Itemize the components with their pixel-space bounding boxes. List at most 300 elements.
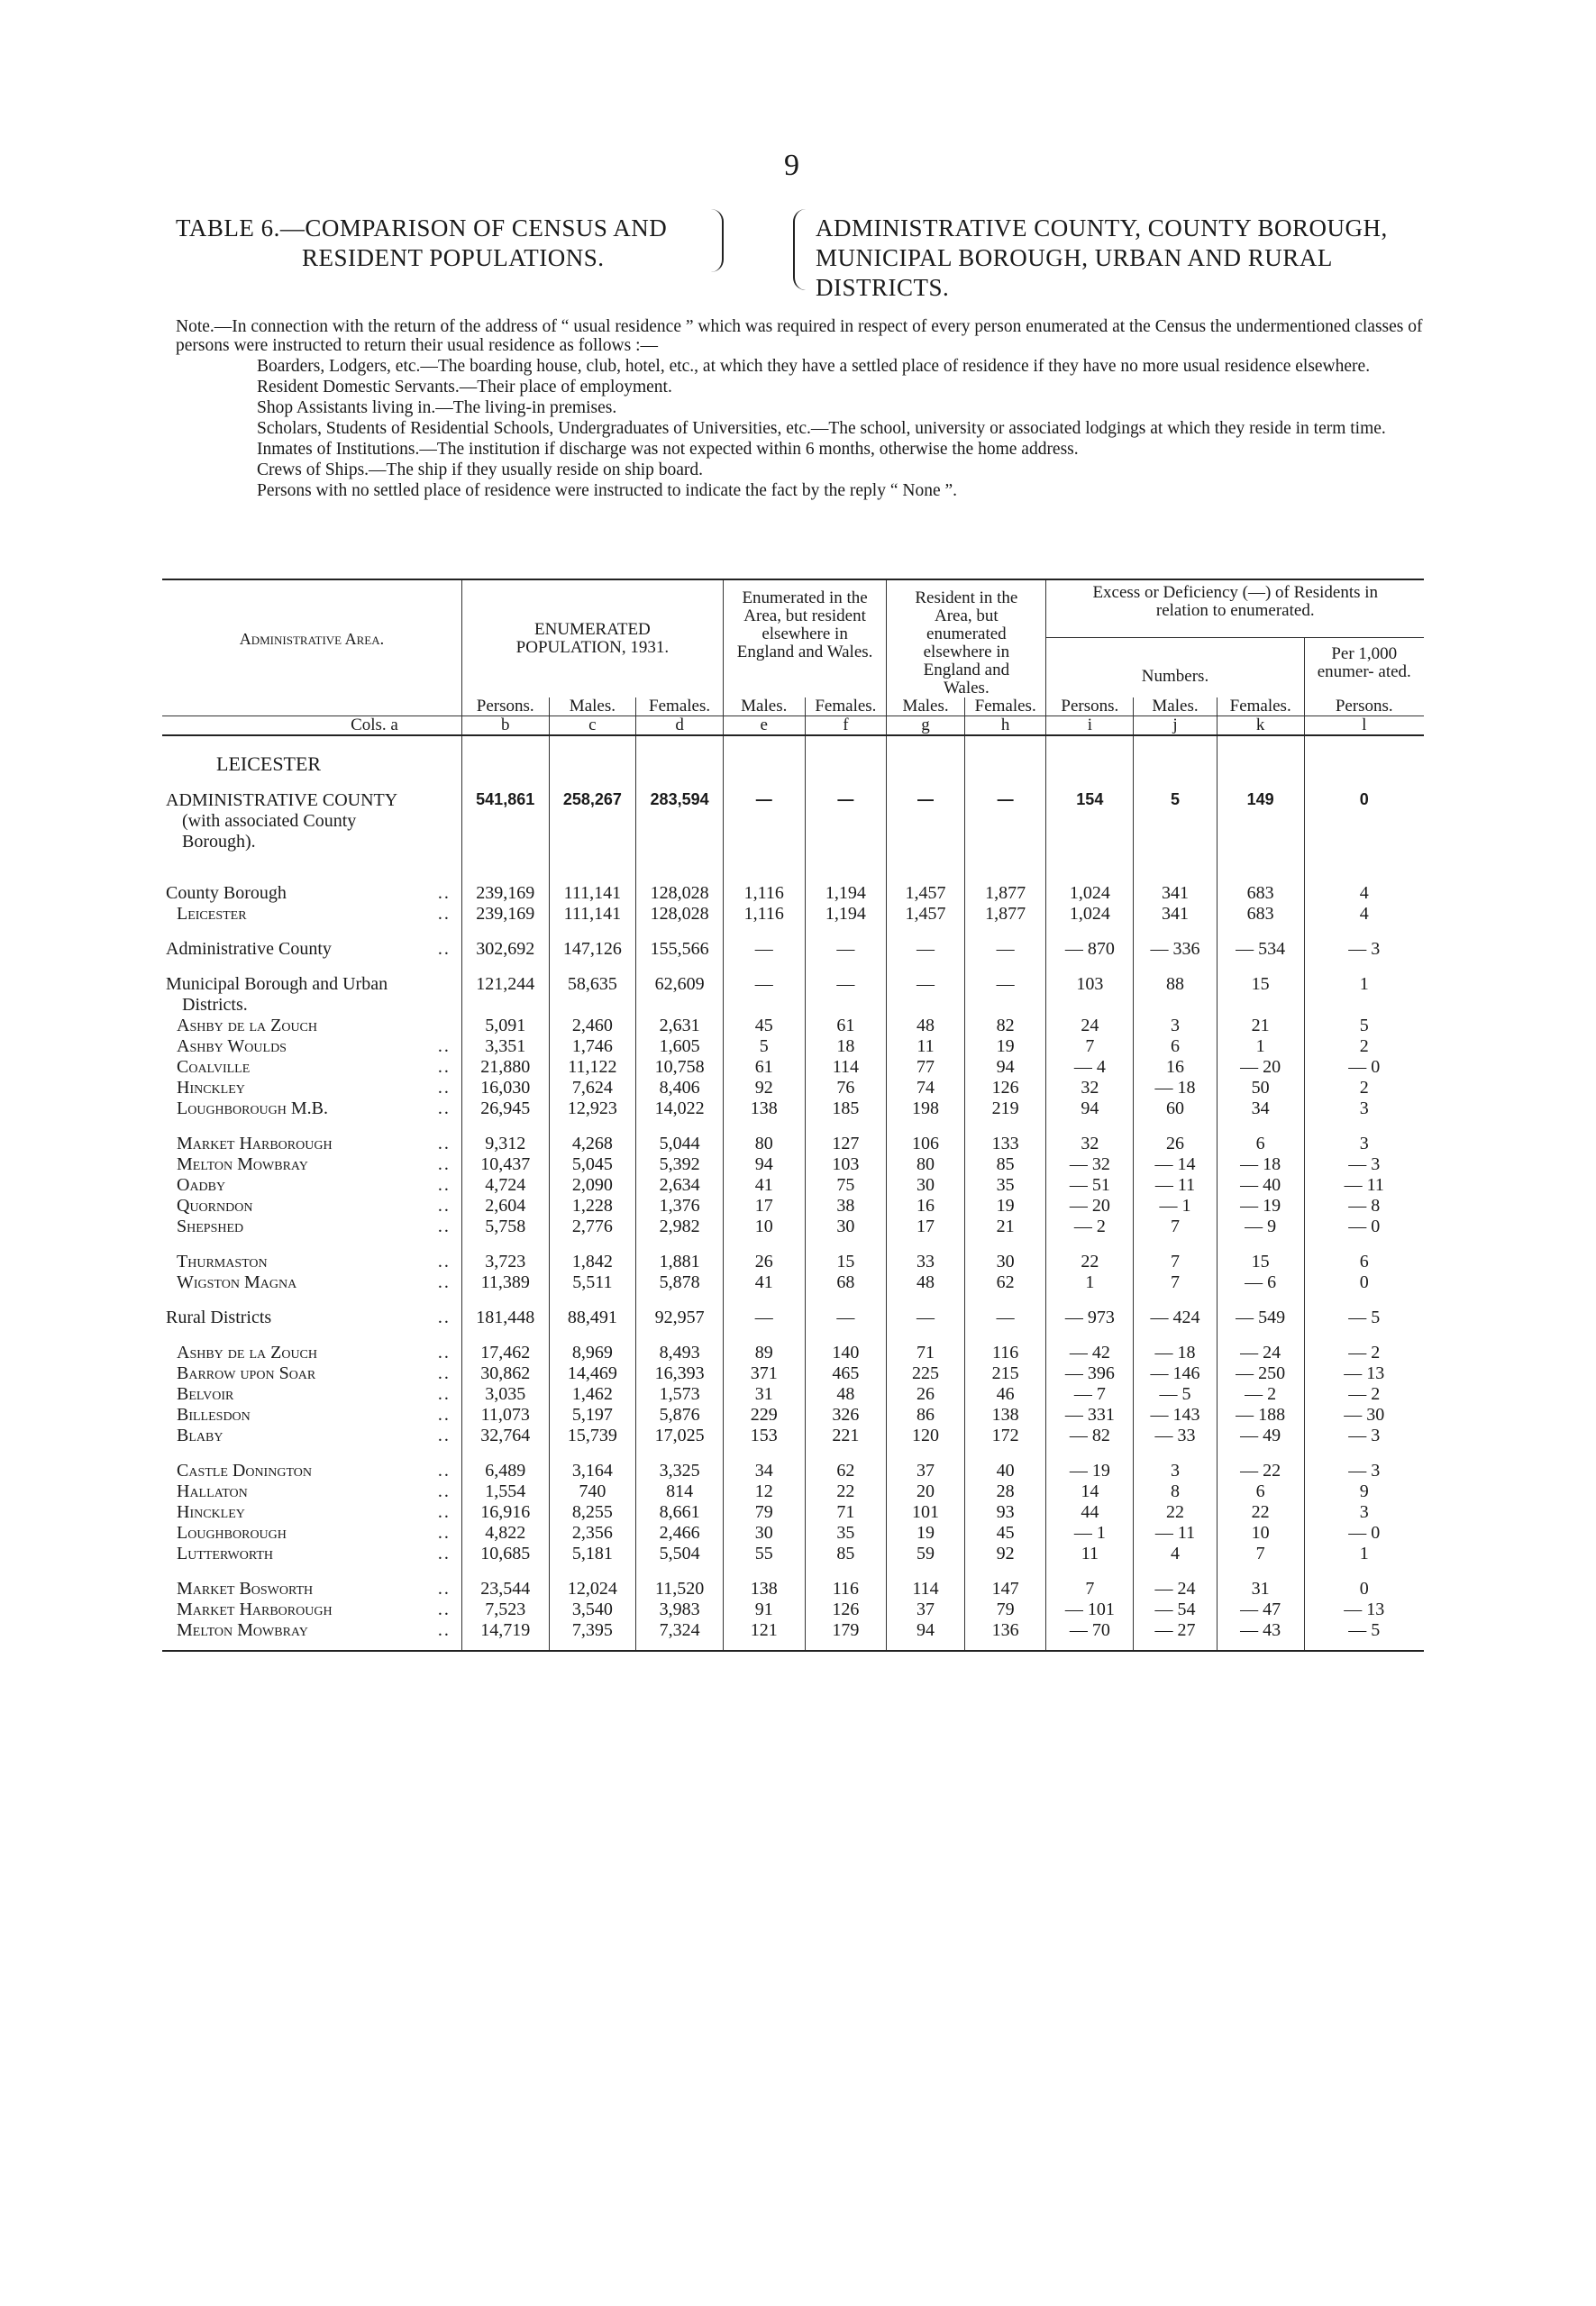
cell-c: 5,181: [549, 1544, 636, 1564]
cell-i: 32: [1046, 1134, 1134, 1154]
leader-dots: ..: [437, 1461, 451, 1481]
cell-l: 9: [1304, 1481, 1424, 1502]
census-table: [162, 579, 1424, 1652]
cell-d: 2,634: [636, 1175, 724, 1196]
leader-dots: ..: [437, 1154, 451, 1174]
cell-e: —: [723, 790, 805, 852]
row-area-name: [162, 904, 461, 925]
cell-f: 185: [805, 1098, 887, 1119]
cell-j: 7: [1134, 1217, 1218, 1237]
cell-b: 239,169: [461, 904, 549, 925]
cell-j: 8: [1134, 1481, 1218, 1502]
cell-d: 8,406: [636, 1078, 724, 1098]
cell-e: 1,116: [723, 904, 805, 925]
header-numbers: Numbers.: [1046, 638, 1304, 697]
table-row: [162, 1057, 1424, 1078]
cell-h: 116: [964, 1343, 1046, 1363]
cell-g: 106: [887, 1134, 965, 1154]
cell-b: 21,880: [461, 1057, 549, 1078]
cell-c: 58,635: [549, 974, 636, 1016]
cell-g: 114: [887, 1579, 965, 1600]
cell-c: 11,122: [549, 1057, 636, 1078]
cell-j: — 18: [1134, 1078, 1218, 1098]
leader-dots: ..: [437, 939, 451, 959]
area-name-cont: (with associated County: [182, 811, 357, 831]
header-males: Males.: [1134, 697, 1218, 716]
cell-l: — 3: [1304, 1461, 1424, 1481]
area-name: Shepshed: [177, 1217, 244, 1236]
notes: [176, 317, 1437, 500]
cell-g: 198: [887, 1098, 965, 1119]
leader-dots: ..: [437, 1502, 451, 1522]
cell-k: 15: [1217, 1252, 1304, 1272]
cell-h: 126: [964, 1078, 1046, 1098]
cell-h: 28: [964, 1481, 1046, 1502]
cell-l: 0: [1304, 1272, 1424, 1293]
leader-dots: ..: [437, 1134, 451, 1153]
row-area-name: [162, 1544, 461, 1564]
row-area-name: [162, 1175, 461, 1196]
col-letter: h: [964, 716, 1046, 736]
cell-d: 1,881: [636, 1252, 724, 1272]
header-area: Administrative Area.: [162, 579, 461, 697]
cell-g: 30: [887, 1175, 965, 1196]
cell-c: 740: [549, 1481, 636, 1502]
cell-d: 3,983: [636, 1600, 724, 1620]
table-row: [162, 1175, 1424, 1196]
cell-h: 92: [964, 1544, 1046, 1564]
cell-e: 17: [723, 1196, 805, 1217]
cell-c: 2,090: [549, 1175, 636, 1196]
cell-g: 48: [887, 1016, 965, 1036]
leader-dots: ..: [437, 1272, 451, 1292]
cell-i: 32: [1046, 1078, 1134, 1098]
cell-d: 92,957: [636, 1308, 724, 1328]
cell-j: — 1: [1134, 1196, 1218, 1217]
cell-j: 6: [1134, 1036, 1218, 1057]
cell-l: — 8: [1304, 1196, 1424, 1217]
table-row: [162, 1078, 1424, 1098]
table-row: [162, 1544, 1424, 1564]
table-title-line2: RESIDENT POPULATIONS.: [302, 244, 605, 271]
cell-h: 62: [964, 1272, 1046, 1293]
cell-i: — 42: [1046, 1343, 1134, 1363]
cell-d: 5,876: [636, 1405, 724, 1426]
cell-c: 3,540: [549, 1600, 636, 1620]
cell-d: 283,594: [636, 790, 724, 852]
cell-f: 76: [805, 1078, 887, 1098]
cell-d: 17,025: [636, 1426, 724, 1446]
cell-f: 103: [805, 1154, 887, 1175]
area-name: Lutterworth: [177, 1544, 274, 1563]
cell-c: 14,469: [549, 1363, 636, 1384]
cell-l: — 11: [1304, 1175, 1424, 1196]
col-letter: c: [549, 716, 636, 736]
cell-h: 79: [964, 1600, 1046, 1620]
area-name: Wigston Magna: [177, 1272, 297, 1292]
cell-b: 30,862: [461, 1363, 549, 1384]
cell-j: 88: [1134, 974, 1218, 1016]
cell-i: — 70: [1046, 1620, 1134, 1641]
cell-c: 111,141: [549, 883, 636, 904]
table-row: [162, 790, 1424, 852]
cell-b: 11,389: [461, 1272, 549, 1293]
cell-h: 82: [964, 1016, 1046, 1036]
cell-k: — 40: [1217, 1175, 1304, 1196]
header-males: Males.: [723, 697, 805, 716]
cell-k: 31: [1217, 1579, 1304, 1600]
note-item: Boarders, Lodgers, etc.—The boarding house, club, hotel, etc., at which they have a settled place of residence if they have no more usual residence elsewhere.: [257, 357, 1371, 376]
header-persons: Persons.: [1046, 697, 1134, 716]
cell-i: — 82: [1046, 1426, 1134, 1446]
cell-f: —: [805, 790, 887, 852]
cell-h: 19: [964, 1036, 1046, 1057]
cell-b: 7,523: [461, 1600, 549, 1620]
cell-c: 7,624: [549, 1078, 636, 1098]
cell-b: 541,861: [461, 790, 549, 852]
header-resident-not-enum: Resident in the Area, but enumerated elsewhere in England and Wales.: [887, 579, 1046, 697]
cell-h: 172: [964, 1426, 1046, 1446]
cell-l: — 2: [1304, 1384, 1424, 1405]
cell-h: —: [964, 790, 1046, 852]
table-row: [162, 1481, 1424, 1502]
row-area-name: [162, 1426, 461, 1446]
cell-k: — 49: [1217, 1426, 1304, 1446]
header-enum-not-resident: Enumerated in the Area, but resident elsewhere in England and Wales.: [723, 579, 886, 697]
cell-c: 8,969: [549, 1343, 636, 1363]
cell-g: 94: [887, 1620, 965, 1641]
area-name: Loughborough M.B.: [177, 1098, 329, 1118]
cell-e: 80: [723, 1134, 805, 1154]
cell-l: 3: [1304, 1098, 1424, 1119]
cell-i: 11: [1046, 1544, 1134, 1564]
cell-h: 30: [964, 1252, 1046, 1272]
header-enumerated: ENUMERATED POPULATION, 1931.: [461, 579, 723, 697]
cell-j: — 143: [1134, 1405, 1218, 1426]
cell-j: — 424: [1134, 1308, 1218, 1328]
cell-g: 71: [887, 1343, 965, 1363]
cell-e: 41: [723, 1272, 805, 1293]
cell-e: 121: [723, 1620, 805, 1641]
leader-dots: ..: [437, 1217, 451, 1236]
table-row: [162, 1502, 1424, 1523]
cell-g: 48: [887, 1272, 965, 1293]
cell-k: — 47: [1217, 1600, 1304, 1620]
cell-c: 12,024: [549, 1579, 636, 1600]
cell-j: — 33: [1134, 1426, 1218, 1446]
note-intro: Note.—In connection with the return of the address of “ usual residence ” which was required in respect of every person enumerated at the Census the undermentioned classes of persons were instructed to return their usual residence as follows :—: [176, 317, 1423, 355]
cell-i: 154: [1046, 790, 1134, 852]
cell-f: 326: [805, 1405, 887, 1426]
cell-b: 5,091: [461, 1016, 549, 1036]
cell-i: — 2: [1046, 1217, 1134, 1237]
cell-g: 77: [887, 1057, 965, 1078]
cell-l: 4: [1304, 904, 1424, 925]
row-area-name: [162, 1016, 461, 1036]
table-row: [162, 904, 1424, 925]
cell-f: 116: [805, 1579, 887, 1600]
cell-c: 3,164: [549, 1461, 636, 1481]
area-name: Loughborough: [177, 1523, 287, 1543]
cell-d: 8,661: [636, 1502, 724, 1523]
cell-i: 94: [1046, 1098, 1134, 1119]
cell-b: 181,448: [461, 1308, 549, 1328]
col-letter: l: [1304, 716, 1424, 736]
cell-k: 683: [1217, 883, 1304, 904]
cell-l: 2: [1304, 1036, 1424, 1057]
cell-h: 219: [964, 1098, 1046, 1119]
cell-j: 16: [1134, 1057, 1218, 1078]
cell-f: 35: [805, 1523, 887, 1544]
cell-c: 2,460: [549, 1016, 636, 1036]
cell-e: 34: [723, 1461, 805, 1481]
cell-g: 225: [887, 1363, 965, 1384]
cell-h: —: [964, 1308, 1046, 1328]
table-row: [162, 1523, 1424, 1544]
table-title: [176, 214, 667, 273]
row-area-name: [162, 1343, 461, 1363]
leader-dots: ..: [437, 1057, 451, 1077]
cell-g: —: [887, 974, 965, 1016]
cell-i: 1,024: [1046, 883, 1134, 904]
cell-j: 22: [1134, 1502, 1218, 1523]
cell-f: 62: [805, 1461, 887, 1481]
cell-k: — 24: [1217, 1343, 1304, 1363]
cell-d: 3,325: [636, 1461, 724, 1481]
header-males: Males.: [549, 697, 636, 716]
cell-l: — 3: [1304, 939, 1424, 960]
area-name: Barrow upon Soar: [177, 1363, 316, 1383]
row-area-name: [162, 1502, 461, 1523]
cell-b: 16,030: [461, 1078, 549, 1098]
cell-h: 21: [964, 1217, 1046, 1237]
leader-dots: ..: [437, 1078, 451, 1098]
cell-k: — 2: [1217, 1384, 1304, 1405]
cell-l: — 13: [1304, 1600, 1424, 1620]
cell-b: 14,719: [461, 1620, 549, 1641]
cell-f: 114: [805, 1057, 887, 1078]
header-females: Females.: [1217, 697, 1304, 716]
table-row: [162, 1426, 1424, 1446]
leader-dots: ..: [437, 1196, 451, 1216]
cell-g: 37: [887, 1461, 965, 1481]
cell-b: 11,073: [461, 1405, 549, 1426]
cell-f: 1,194: [805, 883, 887, 904]
cell-h: 133: [964, 1134, 1046, 1154]
table-row: [162, 1461, 1424, 1481]
row-area-name: [162, 1523, 461, 1544]
cell-h: 40: [964, 1461, 1046, 1481]
cell-i: — 101: [1046, 1600, 1134, 1620]
cell-i: — 1: [1046, 1523, 1134, 1544]
page-number: 9: [784, 149, 799, 182]
cell-l: — 0: [1304, 1523, 1424, 1544]
cell-e: 61: [723, 1057, 805, 1078]
cell-f: 127: [805, 1134, 887, 1154]
cell-g: 1,457: [887, 883, 965, 904]
cell-e: 41: [723, 1175, 805, 1196]
cell-b: 1,554: [461, 1481, 549, 1502]
row-area-name: [162, 1078, 461, 1098]
cell-i: — 7: [1046, 1384, 1134, 1405]
cell-e: 1,116: [723, 883, 805, 904]
cell-f: 48: [805, 1384, 887, 1405]
col-letter: g: [887, 716, 965, 736]
cell-d: 1,573: [636, 1384, 724, 1405]
area-name: Quorndon: [177, 1196, 253, 1216]
note-item: Scholars, Students of Residential Schools, Undergraduates of Universities, etc.—The school, university or associated lodgings at which they reside in term time.: [257, 419, 1386, 438]
cell-g: 19: [887, 1523, 965, 1544]
table-row: [162, 1016, 1424, 1036]
cell-b: 302,692: [461, 939, 549, 960]
cell-j: 341: [1134, 883, 1218, 904]
leader-dots: ..: [437, 1175, 451, 1195]
area-name: Market Bosworth: [177, 1579, 314, 1599]
leader-dots: ..: [437, 1252, 451, 1271]
section-title: LEICESTER: [216, 752, 322, 775]
note-item: Shop Assistants living in.—The living-in premises.: [257, 398, 617, 417]
note-item: Resident Domestic Servants.—Their place of employment.: [257, 378, 672, 396]
cell-i: 22: [1046, 1252, 1134, 1272]
cell-k: — 20: [1217, 1057, 1304, 1078]
cell-d: 2,631: [636, 1016, 724, 1036]
cell-l: 0: [1304, 1579, 1424, 1600]
area-name-cont: Borough).: [182, 832, 256, 852]
leader-dots: ..: [437, 1384, 451, 1404]
table-row: [162, 1036, 1424, 1057]
cell-f: —: [805, 1308, 887, 1328]
leader-dots: ..: [437, 904, 451, 924]
header-per-1000: Per 1,000 enumer- ated.: [1304, 638, 1424, 697]
row-area-name: [162, 939, 461, 960]
table-row: [162, 1620, 1424, 1641]
row-area-name: [162, 1579, 461, 1600]
cell-i: — 396: [1046, 1363, 1134, 1384]
cell-e: 12: [723, 1481, 805, 1502]
cell-d: 155,566: [636, 939, 724, 960]
cell-h: —: [964, 974, 1046, 1016]
cell-h: 35: [964, 1175, 1046, 1196]
cell-k: 10: [1217, 1523, 1304, 1544]
table-row: [162, 1308, 1424, 1328]
cell-c: 12,923: [549, 1098, 636, 1119]
cell-h: 94: [964, 1057, 1046, 1078]
cell-k: 21: [1217, 1016, 1304, 1036]
cell-j: — 5: [1134, 1384, 1218, 1405]
cell-c: 1,462: [549, 1384, 636, 1405]
cell-c: 1,228: [549, 1196, 636, 1217]
area-name: Melton Mowbray: [177, 1154, 308, 1174]
cell-d: 14,022: [636, 1098, 724, 1119]
cell-k: — 43: [1217, 1620, 1304, 1641]
subtitle-line1: ADMINISTRATIVE COUNTY, COUNTY BOROUGH,: [816, 214, 1388, 242]
table-row: [162, 1343, 1424, 1363]
cell-j: — 336: [1134, 939, 1218, 960]
subtitle-line3: DISTRICTS.: [816, 274, 950, 301]
cell-g: 80: [887, 1154, 965, 1175]
cell-b: 4,822: [461, 1523, 549, 1544]
row-area-name: [162, 1461, 461, 1481]
table-row: [162, 1196, 1424, 1217]
cell-k: 34: [1217, 1098, 1304, 1119]
cell-g: 37: [887, 1600, 965, 1620]
header-females: Females.: [964, 697, 1046, 716]
table-row: [162, 939, 1424, 960]
cell-l: 2: [1304, 1078, 1424, 1098]
row-area-name: [162, 974, 461, 1016]
cell-l: — 30: [1304, 1405, 1424, 1426]
area-name: Administrative County: [166, 939, 332, 959]
cell-e: 26: [723, 1252, 805, 1272]
cell-i: — 19: [1046, 1461, 1134, 1481]
row-area-name: [162, 790, 461, 852]
cell-b: 23,544: [461, 1579, 549, 1600]
cell-e: 30: [723, 1523, 805, 1544]
cell-h: 147: [964, 1579, 1046, 1600]
cell-l: — 0: [1304, 1057, 1424, 1078]
area-name: Thurmaston: [177, 1252, 268, 1271]
row-area-name: [162, 1405, 461, 1426]
area-name: Ashby de la Zouch: [177, 1016, 317, 1035]
cell-e: 10: [723, 1217, 805, 1237]
table-row: [162, 1384, 1424, 1405]
cell-c: 258,267: [549, 790, 636, 852]
cell-i: — 51: [1046, 1175, 1134, 1196]
cell-f: 18: [805, 1036, 887, 1057]
cell-d: 5,392: [636, 1154, 724, 1175]
header-excess: Excess or Deficiency (—) of Residents in relation to enumerated.: [1046, 579, 1424, 638]
cell-b: 239,169: [461, 883, 549, 904]
cell-k: — 549: [1217, 1308, 1304, 1328]
cell-d: 8,493: [636, 1343, 724, 1363]
area-name: Leicester: [177, 904, 247, 924]
area-name: Ashby Woulds: [177, 1036, 287, 1056]
area-name: Rural Districts: [166, 1308, 272, 1327]
cell-b: 4,724: [461, 1175, 549, 1196]
cell-d: 10,758: [636, 1057, 724, 1078]
leader-dots: ..: [437, 1426, 451, 1445]
cell-l: — 0: [1304, 1217, 1424, 1237]
cell-h: 136: [964, 1620, 1046, 1641]
cell-c: 4,268: [549, 1134, 636, 1154]
cell-d: 2,466: [636, 1523, 724, 1544]
cell-g: —: [887, 790, 965, 852]
brace-right: [707, 209, 724, 272]
cell-i: 103: [1046, 974, 1134, 1016]
cell-d: 62,609: [636, 974, 724, 1016]
cell-b: 3,351: [461, 1036, 549, 1057]
cell-l: 3: [1304, 1502, 1424, 1523]
cell-j: 26: [1134, 1134, 1218, 1154]
cell-k: — 534: [1217, 939, 1304, 960]
leader-dots: ..: [437, 1363, 451, 1383]
table-subtitle: [816, 214, 1388, 303]
cell-c: 15,739: [549, 1426, 636, 1446]
cell-k: 149: [1217, 790, 1304, 852]
cell-k: 22: [1217, 1502, 1304, 1523]
area-name: County Borough: [166, 883, 287, 903]
cell-l: 0: [1304, 790, 1424, 852]
cell-l: 1: [1304, 1544, 1424, 1564]
cell-b: 9,312: [461, 1134, 549, 1154]
table-row: [162, 1579, 1424, 1600]
table-title-line1: TABLE 6.—COMPARISON OF CENSUS AND: [176, 214, 668, 242]
area-name: Oadby: [177, 1175, 226, 1195]
cell-k: 6: [1217, 1481, 1304, 1502]
leader-dots: ..: [437, 1036, 451, 1056]
cell-i: 1: [1046, 1272, 1134, 1293]
cell-k: 6: [1217, 1134, 1304, 1154]
